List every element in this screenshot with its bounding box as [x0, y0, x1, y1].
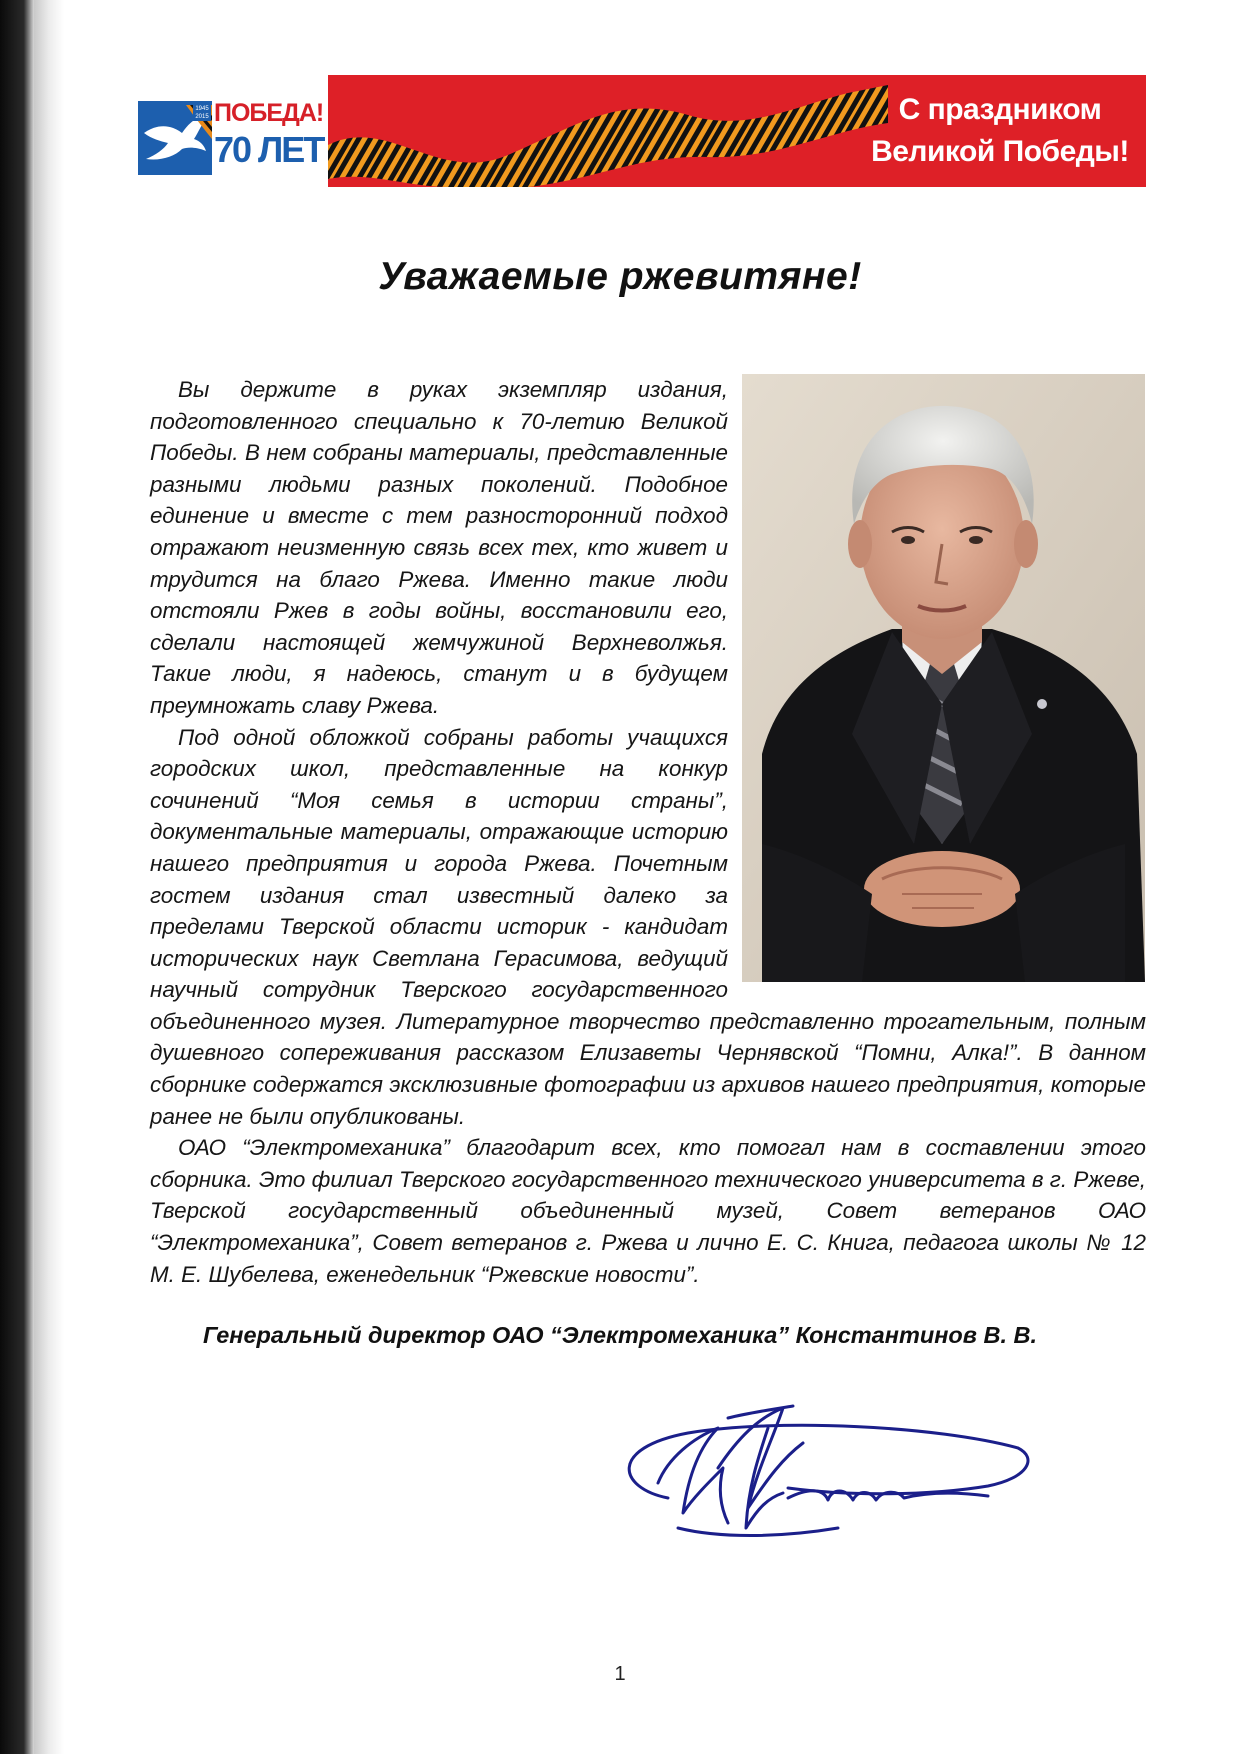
paragraph-1: Вы держите в руках экземпляр издания, подготовленного специально к 70-летию Великой Победы. В нем собраны материалы, представленные разными людьми разных поколений. Подобное единение и вместе с тем разносторонний подход отражают неизменную связь всех тех, кто живет и трудится на благо Ржева. Именно такие люди отстояли Ржев в годы войны, восстановили его, сделали настоящей жемчужиной Верхневолжья. Такие люди, я надеюсь, станут и в будущем преумножать славу Ржева.	[150, 377, 728, 718]
greeting-line-1: С праздником	[898, 93, 1102, 126]
holiday-greeting	[870, 89, 1130, 173]
handwritten-signature	[608, 1388, 1038, 1548]
signatory-line: Генеральный директор ОАО “Электромеханика” Константинов В. В.	[202, 1322, 1038, 1348]
victory-70-logo	[138, 99, 328, 179]
letter-body	[150, 374, 1146, 1290]
logo-year-start: 1945	[195, 106, 209, 112]
page-number: 1	[614, 1663, 626, 1685]
paragraph-2: Под одной обложкой собраны работы учащихся городских школ, представленные на конкур сочинений “Моя семья в истории страны”, документальные материалы, отражающие историю нашего предприятия и города Ржева. Почетным гостем издания стал известный далеко за пределами Тверской области историк - кандидат исторических наук Светлана Герасимова, ведущий научный сотрудник Тверского государственного объединенного музея. Литературное творчество представленно трогательным, полным душевного сопереживания рассказом Елизаветы Чернявской “Помни, Алка!”. В данном сборнике содержатся эксклюзивные фотографии из архивов нашего предприятия, которые ранее не были опубликованы.	[150, 724, 1146, 1129]
greeting-line-2: Великой Победы!	[871, 135, 1129, 168]
st-george-ribbon-icon	[328, 75, 888, 187]
logo-subtitle: 70 ЛЕТ	[214, 129, 324, 170]
header-banner	[138, 75, 1146, 187]
photo-wrap-spacer	[728, 374, 1146, 980]
logo-years	[193, 105, 211, 121]
paragraph-3: ОАО “Электромеханика” благодарит всех, кто помогал нам в составлении этого сборника. Это филиал Тверского государственного технического университета в г. Ржеве, Тверской государственный объединенный музей, Совет ветеранов ОАО “Электромеханика”, Совет ветеранов г. Ржева и лично Е. С. Книга, педагога школы № 12 М. Е. Шубелева, еженедельник “Ржевские новости”.	[150, 1135, 1146, 1287]
page-title: Уважаемые ржевитяне!	[378, 255, 862, 298]
logo-year-end: 2015	[195, 114, 209, 120]
logo-title: ПОБЕДА!	[214, 99, 324, 127]
